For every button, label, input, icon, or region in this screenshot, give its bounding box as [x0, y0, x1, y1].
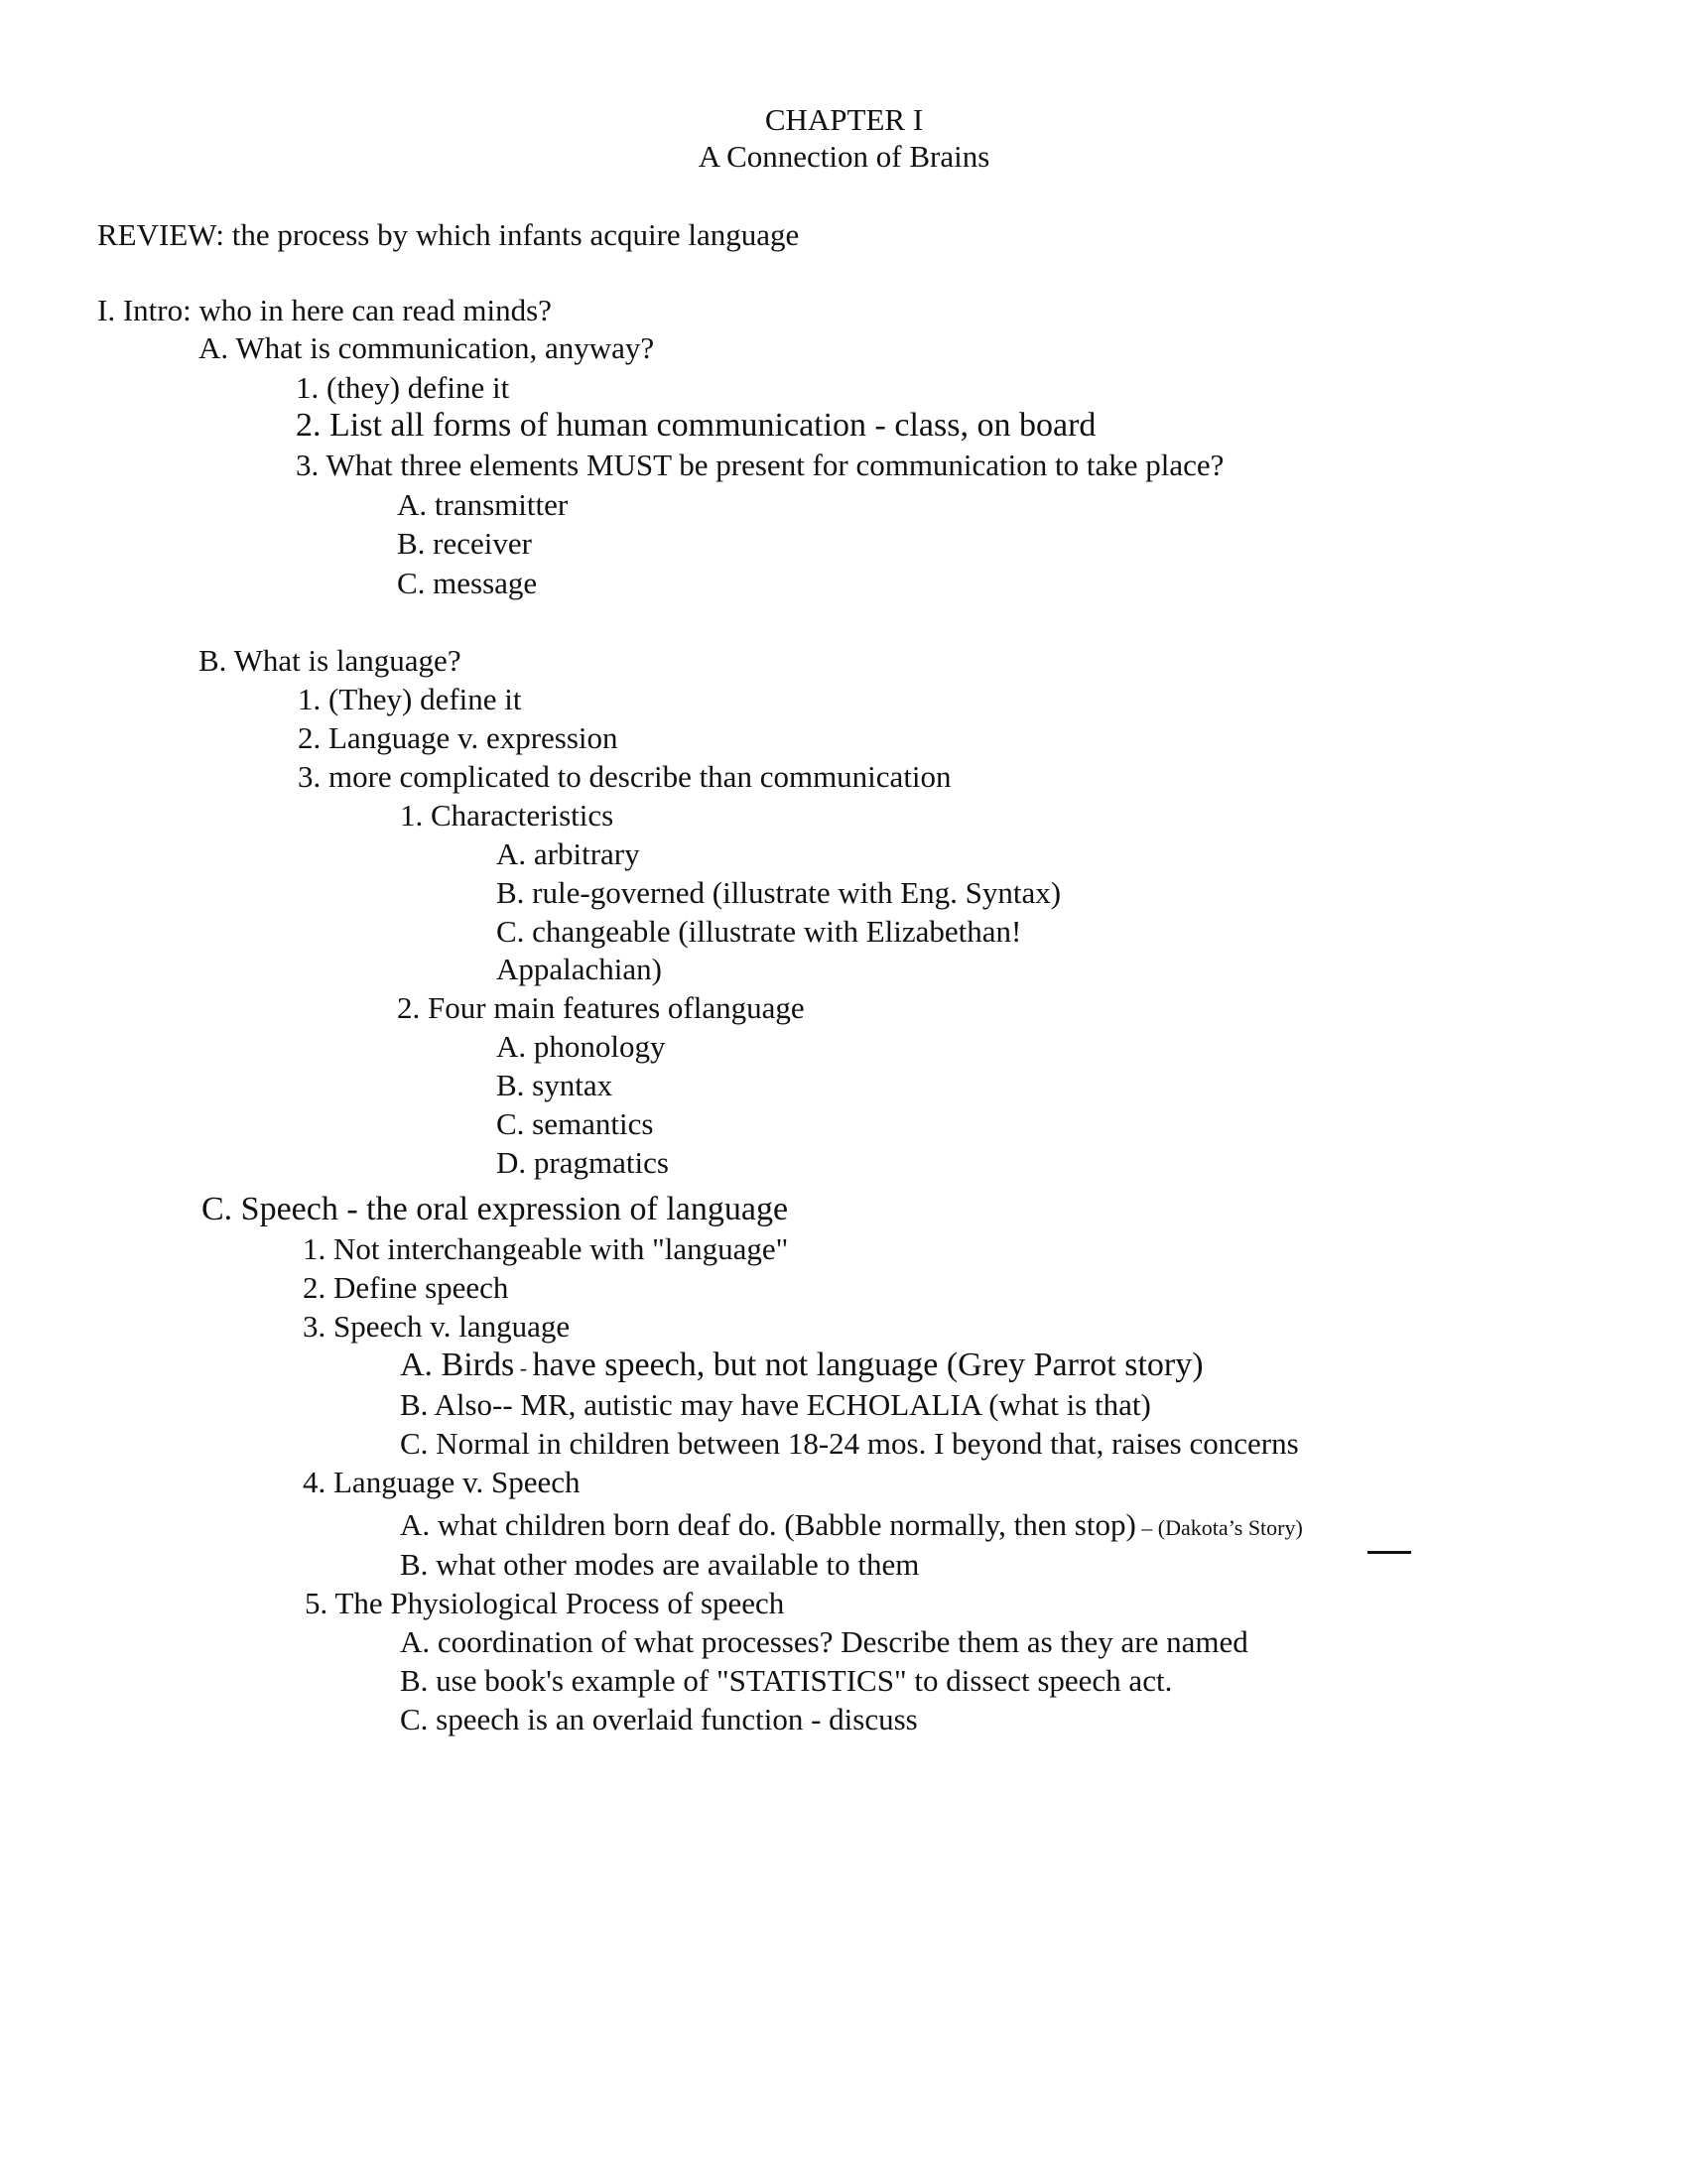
outline-b3-2: 2. Four main features oflanguage: [397, 990, 805, 1025]
outline-b3-2a: A. phonology: [496, 1029, 666, 1064]
outline-c5: 5. The Physiological Process of speech: [305, 1586, 785, 1620]
outline-b3-1b: B. rule-governed (illustrate with Eng. Syntax): [496, 875, 1062, 910]
outline-b3-2b: B. syntax: [496, 1068, 613, 1102]
outline-c3b: B. Also-- MR, autistic may have ECHOLALIA (what is that): [400, 1387, 1151, 1422]
outline-b3-1a: A. arbitrary: [496, 836, 640, 871]
chapter-label: CHAPTER I: [764, 102, 924, 137]
outline-c-heading: C. Speech - the oral expression of language: [201, 1191, 789, 1227]
outline-b3-2d: D. pragmatics: [496, 1145, 669, 1180]
outline-c4a: [400, 1506, 1303, 1547]
outline-c5a: A. coordination of what processes? Describe them as they are named: [400, 1624, 1248, 1659]
outline-c2: 2. Define speech: [303, 1270, 509, 1305]
outline-c3a: [400, 1347, 1204, 1387]
outline-c4a-note: – (Dakota’s Story): [1135, 1515, 1303, 1540]
outline-b1: 1. (They) define it: [298, 682, 522, 716]
outline-a2: 2. List all forms of human communication - class, on board: [296, 407, 1097, 444]
outline-c3: 3. Speech v. language: [303, 1309, 571, 1344]
chapter-title: A Connection of Brains: [698, 139, 990, 174]
outline-a3a: A. transmitter: [397, 487, 569, 522]
outline-a3b: B. receiver: [397, 526, 532, 561]
outline-c4a-text: A. what children born deaf do. (Babble normally, then stop): [400, 1507, 1136, 1542]
outline-c5c: C. speech is an overlaid function - discuss: [400, 1702, 918, 1736]
outline-a-heading: A. What is communication, anyway?: [198, 330, 655, 365]
outline-c3a-prefix: A. Birds: [400, 1347, 515, 1383]
outline-b3-1: 1. Characteristics: [400, 798, 614, 833]
review-line: REVIEW: the process by which infants acquire language: [97, 217, 800, 252]
outline-c3c: C. Normal in children between 18-24 mos. I beyond that, raises concerns: [400, 1426, 1299, 1461]
outline-c4b: B. what other modes are available to them: [400, 1547, 920, 1582]
outline-b3-1c: C. changeable (illustrate with Elizabethan!: [496, 914, 1022, 949]
outline-b3: 3. more complicated to describe than communication: [298, 759, 952, 794]
outline-b-heading: B. What is language?: [198, 643, 461, 678]
outline-b3-1c-cont: Appalachian): [496, 952, 662, 986]
outline-c5b: B. use book's example of "STATISTICS" to dissect speech act.: [400, 1663, 1173, 1698]
outline-b3-2c: C. semantics: [496, 1106, 654, 1141]
outline-b2: 2. Language v. expression: [298, 720, 618, 755]
outline-c3a-dash: -: [514, 1355, 533, 1380]
outline-intro: I. Intro: who in here can read minds?: [97, 293, 552, 327]
outline-c3a-rest: have speech, but not language (Grey Parrot story): [532, 1347, 1204, 1383]
outline-c4: 4. Language v. Speech: [303, 1465, 581, 1499]
outline-a3c: C. message: [397, 566, 538, 600]
outline-c1: 1. Not interchangeable with "language": [303, 1231, 789, 1266]
outline-a1: 1. (they) define it: [296, 370, 510, 405]
margin-dash-mark: [1367, 1551, 1411, 1554]
outline-a3: 3. What three elements MUST be present for communication to take place?: [296, 448, 1225, 482]
